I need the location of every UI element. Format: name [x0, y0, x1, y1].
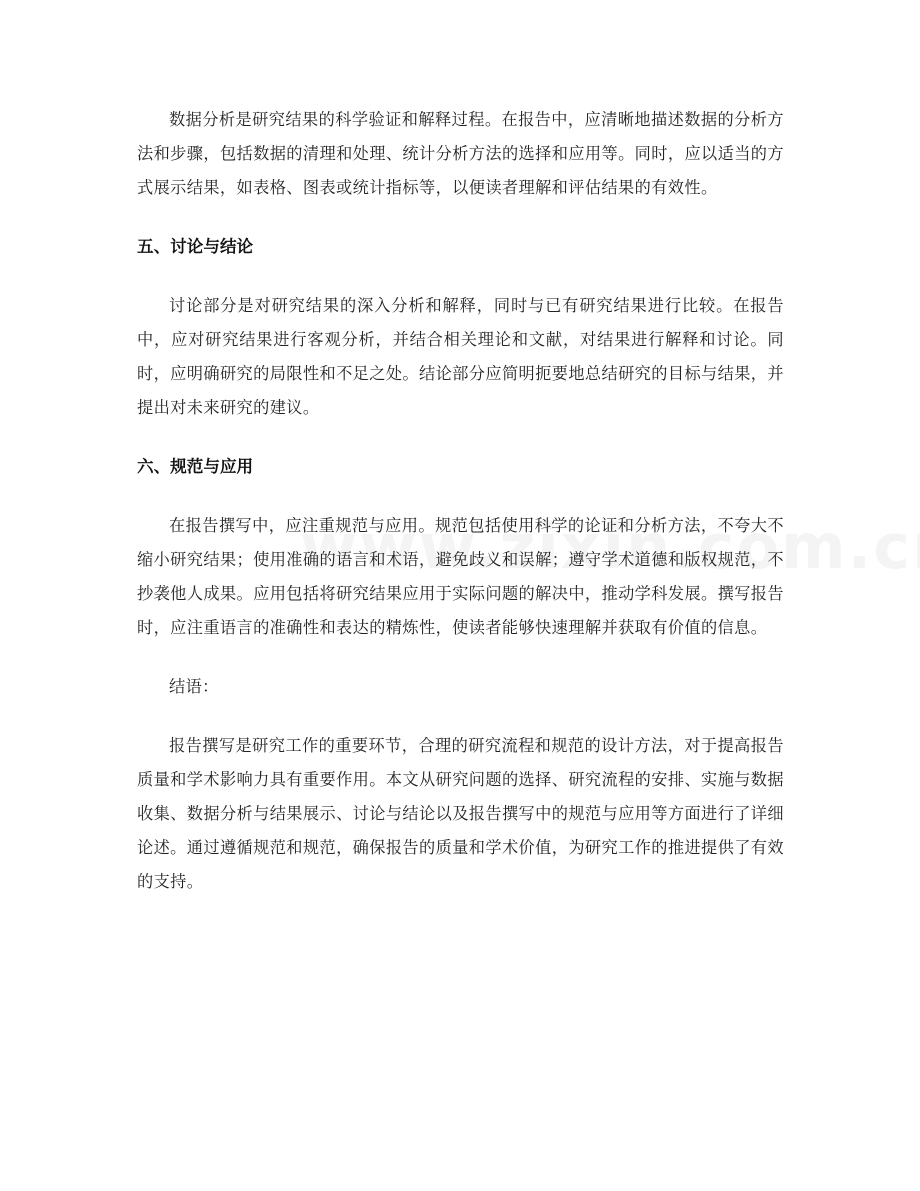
section-heading-discussion: 五、讨论与结论	[137, 237, 254, 256]
paragraph-discussion: 讨论部分是对研究结果的深入分析和解释，同时与已有研究结果进行比较。在报告中，应对研究结果进行客观分析，并结合相关理论和文献，对结果进行解释和讨论。同时，应明确研究的局限性和不足之处。结论部分应简明扼要地总结研究的目标与结果，并提出对未来研究的建议。	[137, 296, 784, 417]
paragraph-data-analysis: 数据分析是研究结果的科学验证和解释过程。在报告中，应清晰地描述数据的分析方法和步骤，包括数据的清理和处理、统计分析方法的选择和应用等。同时，应以适当的方式展示结果，如表格、图表或统计指标等，以便读者理解和评估结果的有效性。	[137, 110, 784, 197]
conclusion-label: 结语：	[169, 677, 219, 696]
paragraph-conclusion: 报告撰写是研究工作的重要环节，合理的研究流程和规范的设计方法，对于提高报告质量和学术影响力具有重要作用。本文从研究问题的选择、研究流程的安排、实施与数据收集、数据分析与结果展示、讨论与结论以及报告撰写中的规范与应用等方面进行了详细论述。通过遵循规范和规范，确保报告的质量和学术价值，为研究工作的推进提供了有效的支持。	[137, 736, 784, 891]
section-heading-standards: 六、规范与应用	[137, 457, 254, 476]
document-body	[137, 103, 784, 899]
paragraph-standards: 在报告撰写中，应注重规范与应用。规范包括使用科学的论证和分析方法，不夸大不缩小研究结果；使用准确的语言和术语，避免歧义和误解；遵守学术道德和版权规范，不抄袭他人成果。应用包括将研究结果应用于实际问题的解决中，推动学科发展。撰写报告时，应注重语言的准确性和表达的精炼性，使读者能够快速理解并获取有价值的信息。	[137, 516, 784, 637]
